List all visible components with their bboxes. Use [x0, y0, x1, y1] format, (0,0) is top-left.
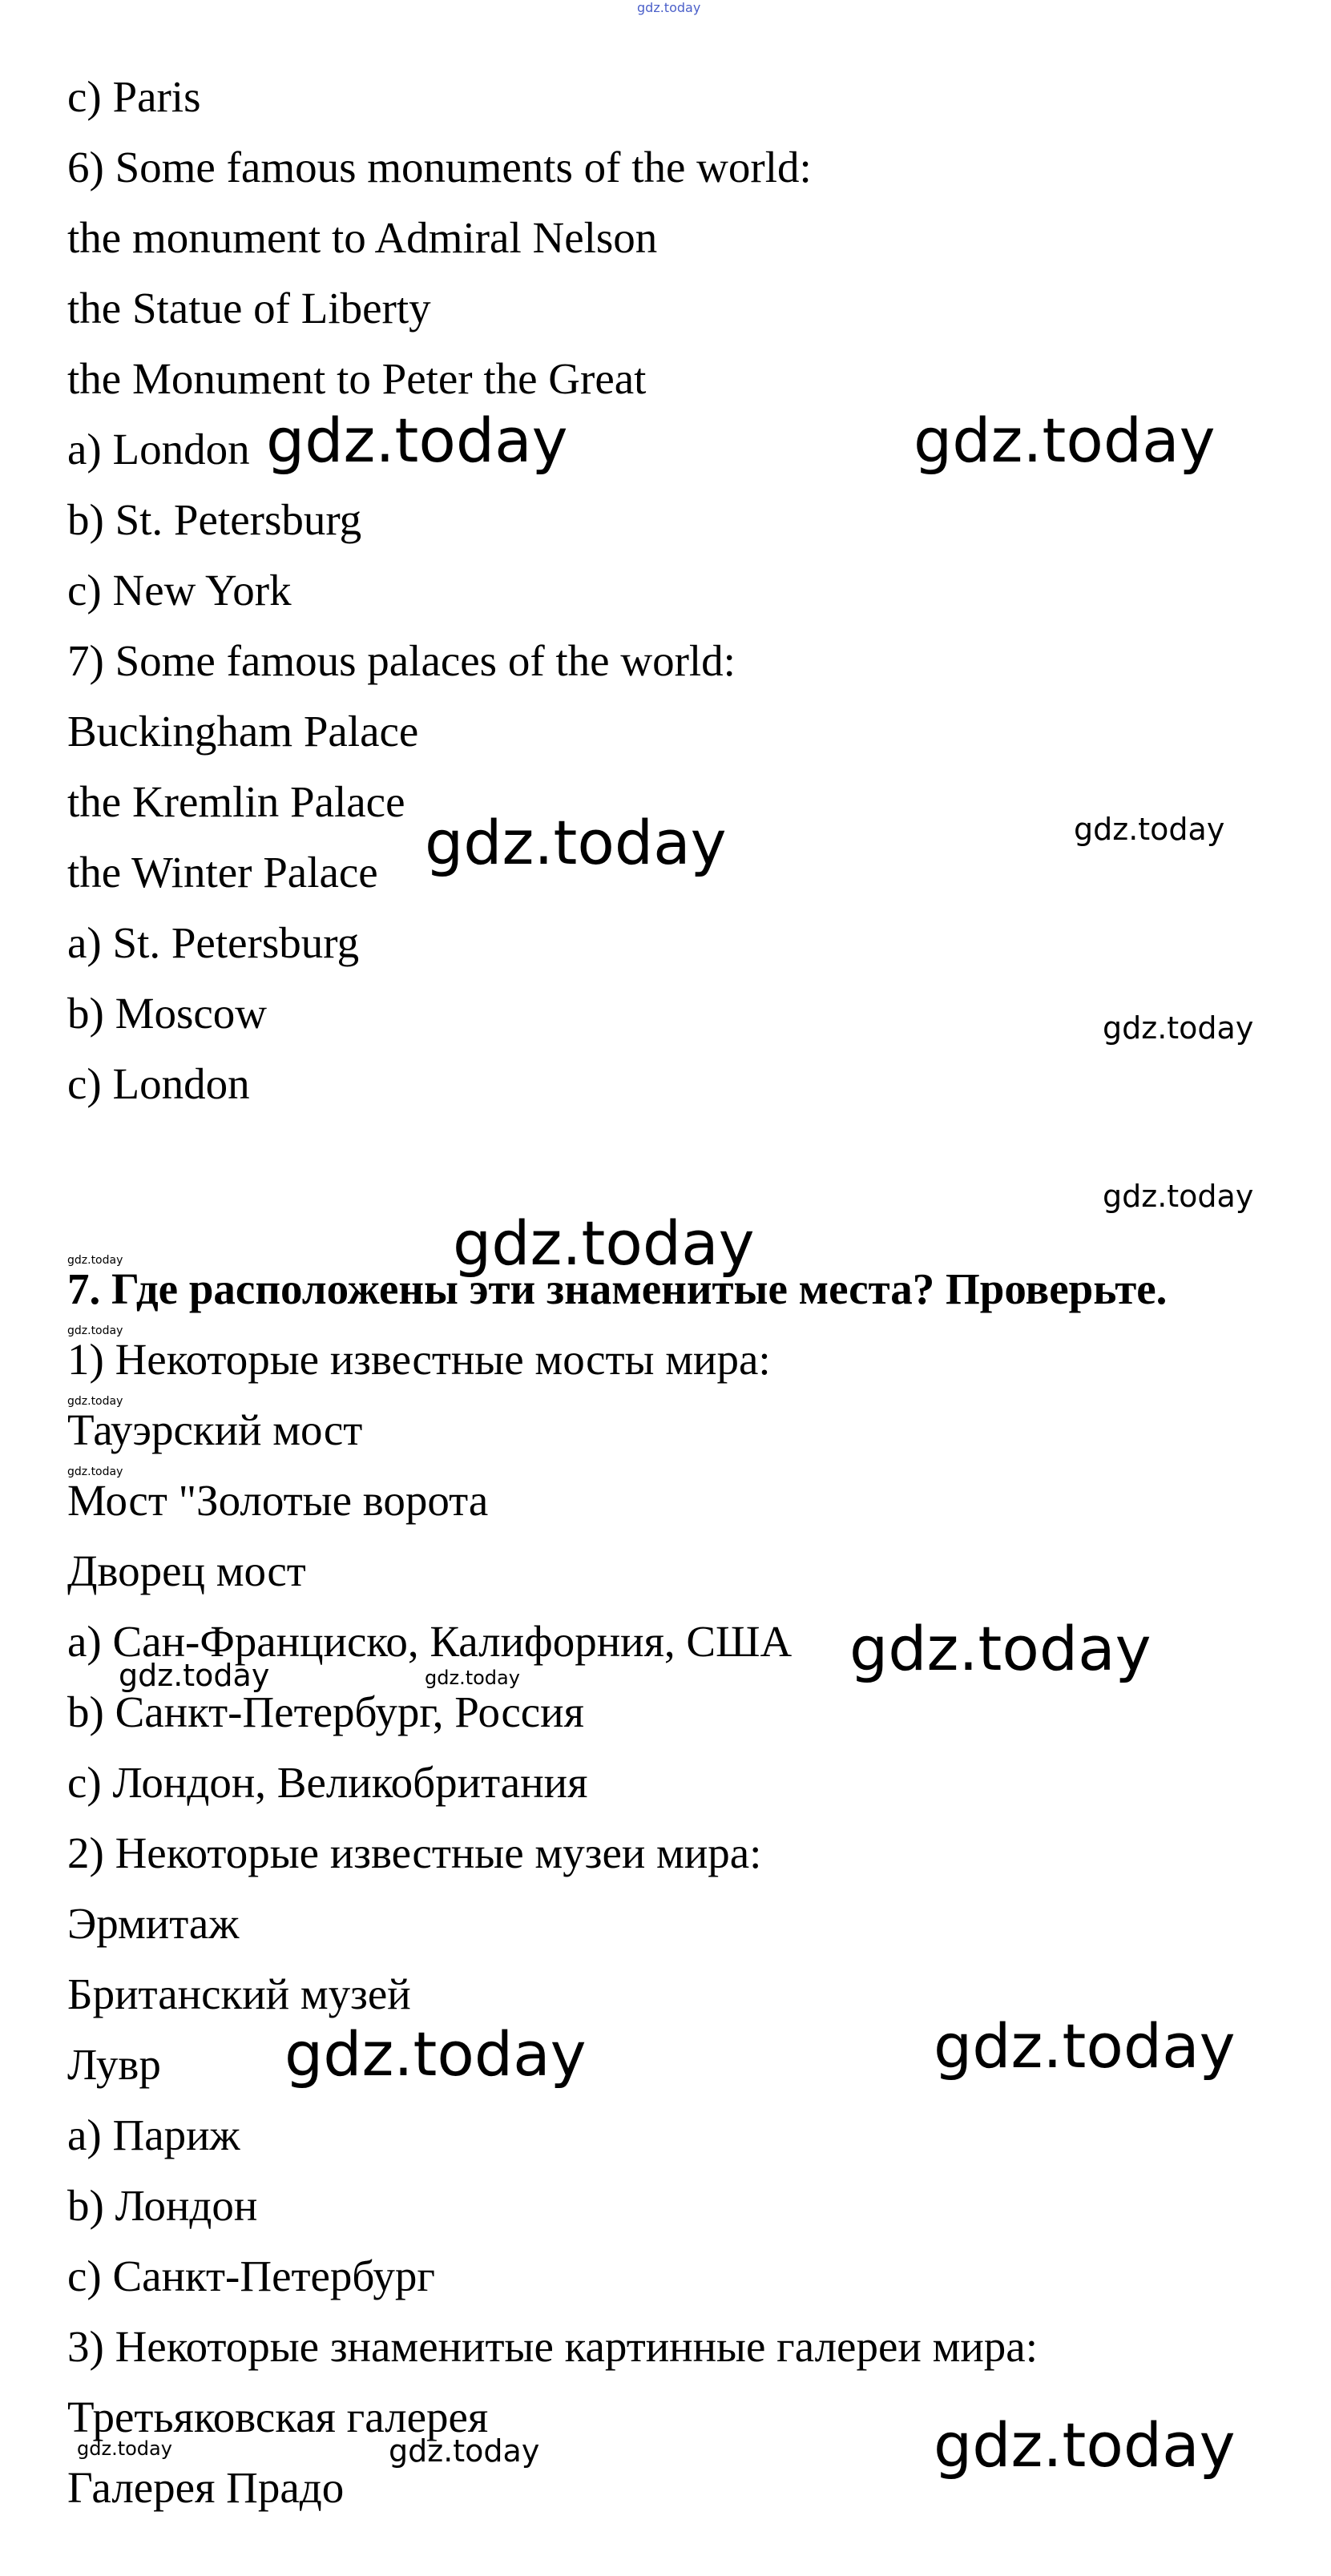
watermark: gdz.today: [266, 405, 568, 476]
watermark: gdz.today: [67, 1395, 123, 1408]
text-line: the Winter Palace: [67, 848, 378, 897]
watermark: gdz.today: [934, 2010, 1236, 2082]
watermark: gdz.today: [284, 2018, 587, 2090]
watermark: gdz.today: [67, 1465, 123, 1478]
text-line: Лувр: [67, 2040, 161, 2089]
watermark: gdz.today: [1074, 812, 1225, 847]
text-line: a) St. Petersburg: [67, 918, 360, 967]
question-heading: 6) Some famous monuments of the world:: [67, 143, 812, 191]
watermark: gdz.today: [425, 1667, 520, 1689]
text-line: c) Санкт-Петербург: [67, 2251, 435, 2300]
watermark: gdz.today: [425, 807, 727, 878]
question-heading: 7) Some famous palaces of the world:: [67, 636, 736, 685]
watermark: gdz.today: [67, 1254, 123, 1267]
text-line: a) London: [67, 425, 250, 474]
text-line: Мост "Золотые ворота: [67, 1476, 489, 1525]
text-line: a) Париж: [67, 2110, 240, 2159]
text-line: the monument to Admiral Nelson: [67, 213, 658, 262]
text-line: the Statue of Liberty: [67, 284, 431, 333]
text-line: Эрмитаж: [67, 1899, 240, 1948]
question-heading: 3) Некоторые знаменитые картинные галереи мира:: [67, 2322, 1038, 2371]
text-line: b) Moscow: [67, 989, 268, 1038]
text-line: c) London: [67, 1059, 250, 1108]
text-line: the Monument to Peter the Great: [67, 354, 647, 403]
text-line: b) St. Petersburg: [67, 495, 362, 544]
text-line: the Kremlin Palace: [67, 777, 405, 826]
question-heading: 2) Некоторые известные музеи мира:: [67, 1828, 762, 1877]
text-line: Третьяковская галерея: [67, 2393, 489, 2441]
watermark: gdz.today: [1103, 1010, 1254, 1046]
text-line: a) Сан-Франциско, Калифорния, США: [67, 1617, 793, 1666]
text-line: c) New York: [67, 566, 292, 615]
text-line: Британский музей: [67, 1969, 411, 2018]
watermark: gdz.today: [1103, 1179, 1254, 1214]
text-line: Buckingham Palace: [67, 707, 419, 756]
text-line: c) Лондон, Великобритания: [67, 1758, 588, 1807]
watermark: gdz.today: [119, 1658, 270, 1693]
text-line: b) Лондон: [67, 2181, 258, 2230]
text-line: c) Paris: [67, 72, 201, 121]
text-line: b) Санкт-Петербург, Россия: [67, 1687, 584, 1736]
text-line: Галерея Прадо: [67, 2463, 345, 2512]
watermark: gdz.today: [389, 2433, 540, 2469]
watermark: gdz.today: [934, 2409, 1236, 2481]
section-title: 7. Где расположены эти знаменитые места? Проверьте.: [67, 1264, 1168, 1313]
text-line: Дворец мост: [67, 1546, 306, 1595]
text-line: Тауэрский мост: [67, 1405, 363, 1454]
top-watermark: gdz.today: [637, 0, 701, 15]
watermark: gdz.today: [453, 1207, 755, 1279]
question-heading: 1) Некоторые известные мосты мира:: [67, 1335, 771, 1384]
watermark: gdz.today: [77, 2437, 172, 2460]
watermark: gdz.today: [67, 1324, 123, 1337]
watermark: gdz.today: [914, 405, 1216, 476]
watermark: gdz.today: [849, 1613, 1152, 1684]
